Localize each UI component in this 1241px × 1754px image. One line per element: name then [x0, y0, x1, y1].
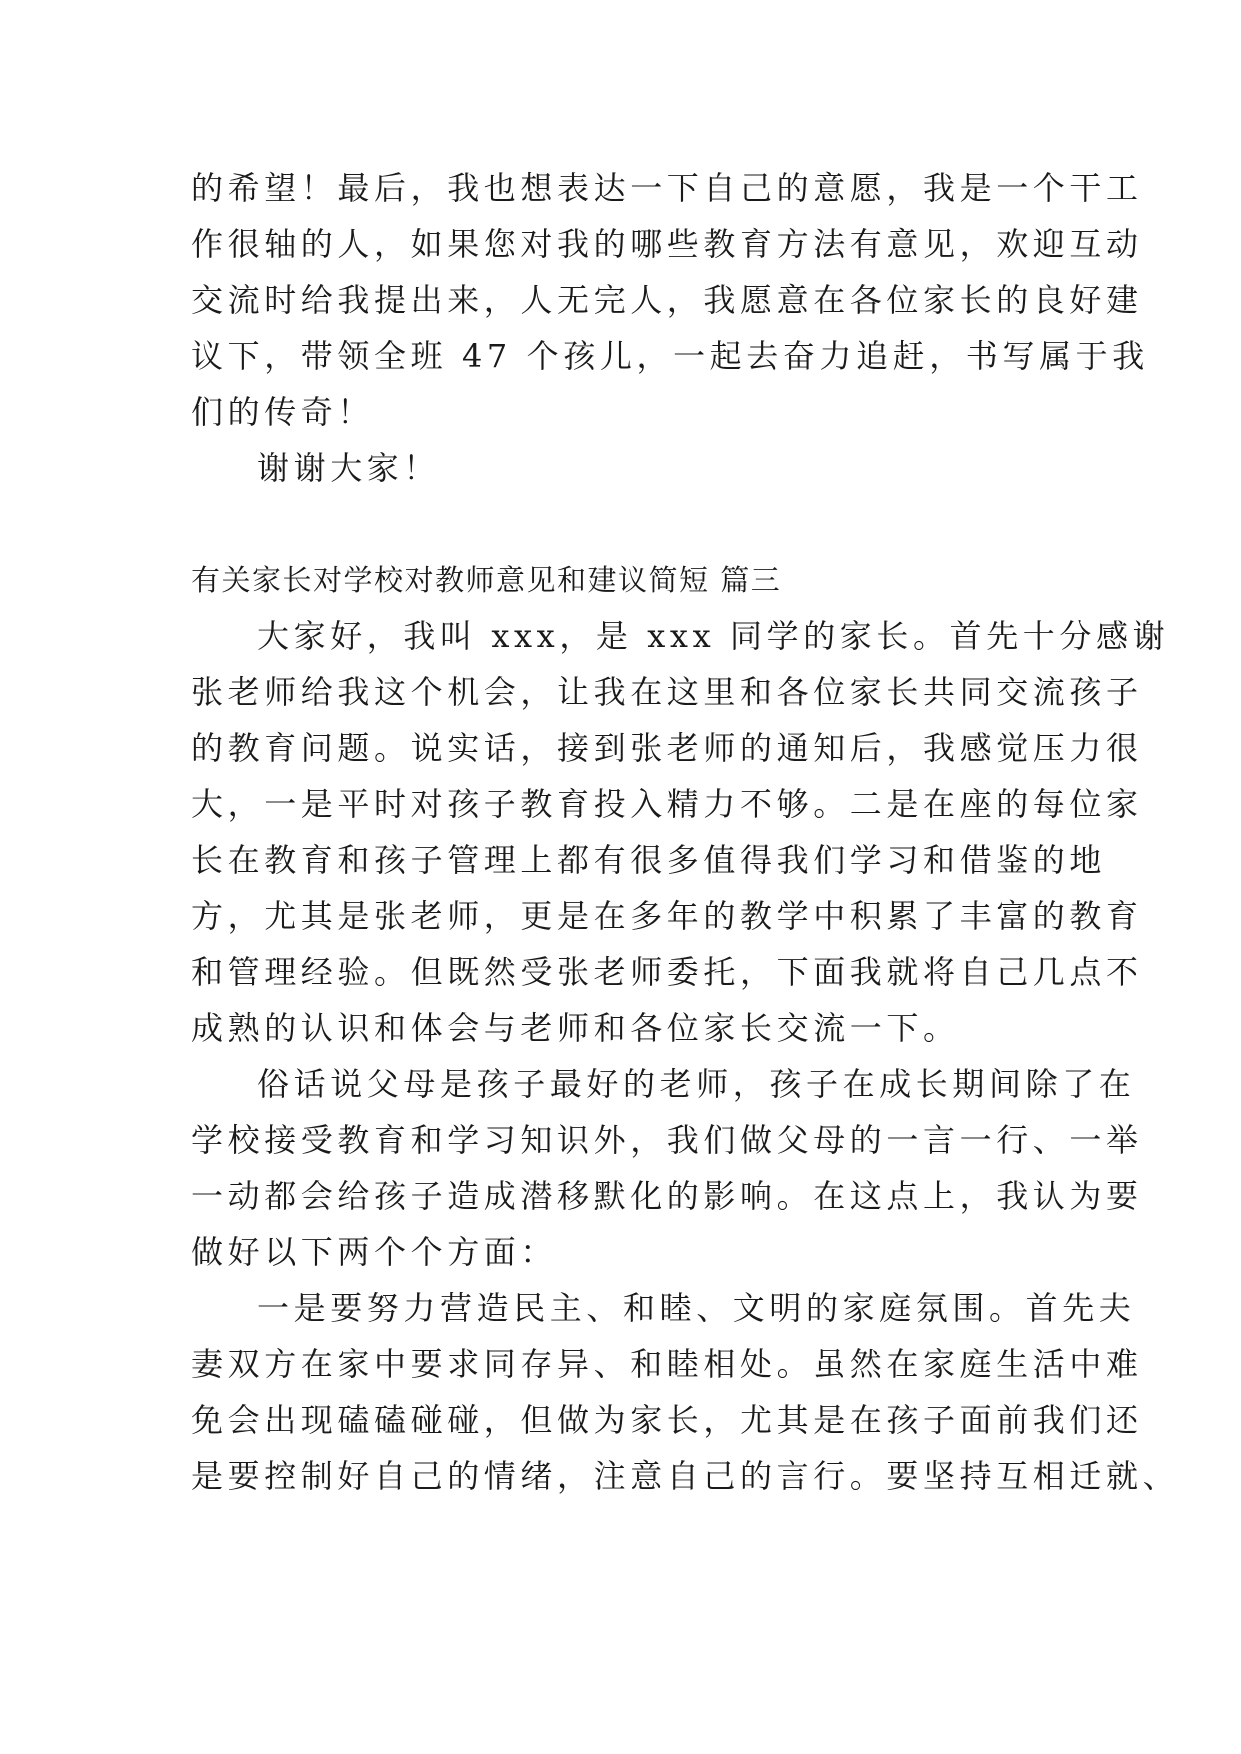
text-line: 方，尤其是张老师，更是在多年的教学中积累了丰富的教育 [191, 897, 1143, 935]
section-title: 有关家长对学校对教师意见和建议简短 篇三 [191, 563, 782, 597]
text-line: 交流时给我提出来，人无完人，我愿意在各位家长的良好建 [191, 281, 1143, 319]
text-line: 长在教育和孩子管理上都有很多值得我们学习和借鉴的地 [191, 841, 1107, 879]
text-line: 成熟的认识和体会与老师和各位家长交流一下。 [191, 1009, 960, 1047]
document-body [191, 160, 1180, 1504]
paragraph-family-atmosphere [191, 1280, 1180, 1504]
text-line: 是要控制好自己的情绪，注意自己的言行。要坚持互相迁就、 [191, 1457, 1180, 1495]
text-line: 一动都会给孩子造成潜移默化的影响。在这点上，我认为要 [191, 1177, 1143, 1215]
text-line: 大，一是平时对孩子教育投入精力不够。二是在座的每位家 [191, 785, 1143, 823]
paragraph-proverb [191, 1056, 1143, 1280]
paragraph-closing [191, 160, 1149, 440]
paragraph-intro [191, 608, 1170, 1056]
text-line: 作很轴的人，如果您对我的哪些教育方法有意见，欢迎互动 [191, 225, 1143, 263]
text-line: 妻双方在家中要求同存异、和睦相处。虽然在家庭生活中难 [191, 1345, 1143, 1383]
text-line: 们的传奇！ [191, 393, 375, 431]
text-line: 议下，带领全班 47 个孩儿，一起去奋力追赶，书写属于我 [191, 337, 1149, 375]
text-line: 的教育问题。说实话，接到张老师的通知后，我感觉压力很 [191, 729, 1143, 767]
thanks-line: 谢谢大家！ [257, 449, 441, 487]
text-line: 一是要努力营造民主、和睦、文明的家庭氛围。首先夫 [257, 1289, 1136, 1327]
text-line: 和管理经验。但既然受张老师委托，下面我就将自己几点不 [191, 953, 1143, 991]
text-line: 俗话说父母是孩子最好的老师，孩子在成长期间除了在 [257, 1065, 1136, 1103]
spacer [191, 496, 1053, 552]
text-line: 免会出现磕磕碰碰，但做为家长，尤其是在孩子面前我们还 [191, 1401, 1143, 1439]
text-line: 张老师给我这个机会，让我在这里和各位家长共同交流孩子 [191, 673, 1143, 711]
text-line: 大家好，我叫 xxx，是 xxx 同学的家长。首先十分感谢 [257, 617, 1170, 655]
text-line: 做好以下两个个方面： [191, 1233, 558, 1271]
text-line: 学校接受教育和学习知识外，我们做父母的一言一行、一举 [191, 1121, 1143, 1159]
text-line: 的希望！最后，我也想表达一下自己的意愿，我是一个干工 [191, 169, 1143, 207]
